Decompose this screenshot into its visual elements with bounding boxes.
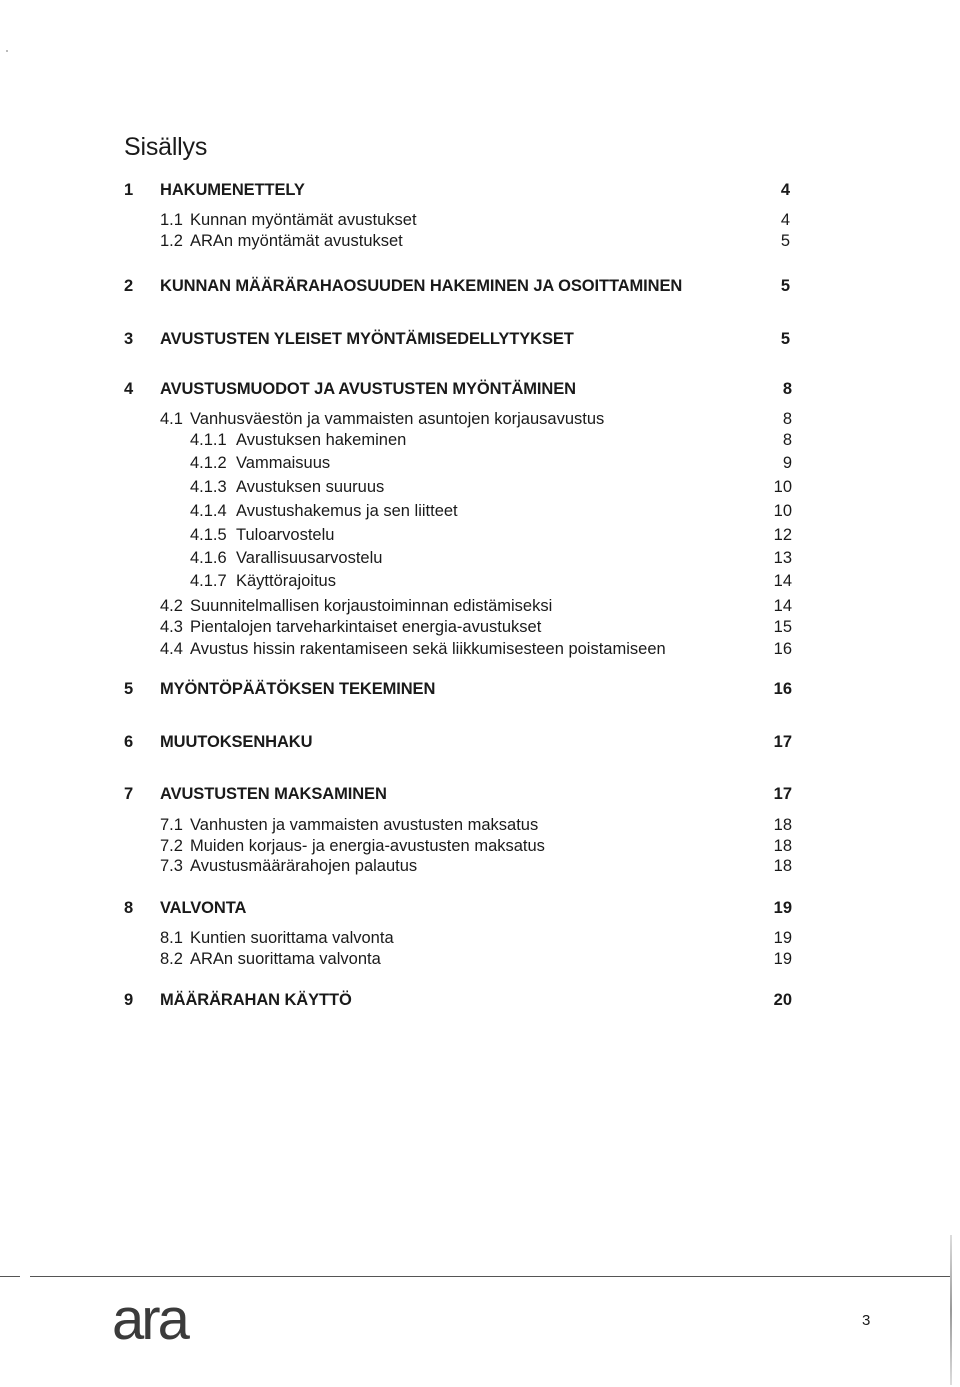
toc-entry-title: AVUSTUSTEN YLEISET MYÖNTÄMISEDELLYTYKSET [160, 330, 574, 348]
toc-entry-page: 19 [773, 950, 792, 968]
toc-entry-page: 5 [780, 232, 790, 250]
toc-entry-number: 4.1.7 [190, 572, 227, 590]
toc-entry-title: MUUTOKSENHAKU [160, 733, 313, 751]
toc-entry-number: 4.3 [160, 618, 183, 636]
toc-entry-page: 5 [780, 277, 790, 295]
toc-entry-page: 15 [773, 618, 792, 636]
toc-entry-title: Suunnitelmallisen korjaustoiminnan edistämiseksi [190, 597, 553, 615]
toc-entry-title: MÄÄRÄRAHAN KÄYTTÖ [160, 991, 352, 1009]
toc-entry-number: 7.3 [160, 857, 183, 875]
footer-divider-gap [20, 1276, 30, 1277]
toc-entry-title: Vammaisuus [236, 454, 331, 472]
toc-entry-title: Avustushakemus ja sen liitteet [236, 502, 458, 520]
toc-entry-number: 4.4 [160, 640, 183, 658]
toc-entry-title: MYÖNTÖPÄÄTÖKSEN TEKEMINEN [160, 680, 436, 698]
toc-entry-number: 4.1.1 [190, 431, 227, 449]
toc-entry-number: 4.1.4 [190, 502, 227, 520]
toc-entry-title: Vanhusväestön ja vammaisten asuntojen korjausavustus [190, 410, 605, 428]
toc-entry-title: Kuntien suorittama valvonta [190, 929, 394, 947]
toc-entry-page: 16 [773, 680, 792, 698]
scan-speck [6, 50, 8, 52]
toc-entry-title: AVUSTUSTEN MAKSAMINEN [160, 785, 387, 803]
toc-entry-page: 4 [780, 211, 790, 229]
toc-entry-title: Avustus hissin rakentamiseen sekä liikkumisesteen poistamiseen [190, 640, 666, 658]
toc-entry-page: 8 [782, 380, 792, 398]
toc-entry-title: Avustuksen hakeminen [236, 431, 407, 449]
toc-entry-page: 18 [773, 837, 792, 855]
toc-entry-page: 10 [773, 502, 792, 520]
toc-entry-number: 3 [124, 330, 134, 348]
toc-entry-title: ARAn myöntämät avustukset [190, 232, 403, 250]
toc-entry-number: 7.1 [160, 816, 183, 834]
toc-entry-number: 4.1.5 [190, 526, 227, 544]
toc-entry-number: 4.1.2 [190, 454, 227, 472]
toc-entry-title: Vanhusten ja vammaisten avustusten maksatus [190, 816, 539, 834]
toc-entry-page: 17 [773, 785, 792, 803]
toc-entry-number: 4 [124, 380, 134, 398]
toc-entry-page: 9 [782, 454, 792, 472]
toc-entry-page: 18 [773, 857, 792, 875]
toc-entry-page: 16 [773, 640, 792, 658]
page-number: 3 [862, 1312, 871, 1329]
toc-entry-number: 1.2 [160, 232, 183, 250]
toc-entry-number: 9 [124, 991, 134, 1009]
toc-entry-number: 1.1 [160, 211, 183, 229]
toc-entry-number: 4.1 [160, 410, 183, 428]
toc-entry-number: 2 [124, 277, 134, 295]
toc-entry-page: 8 [782, 431, 792, 449]
toc-entry-number: 4.2 [160, 597, 183, 615]
footer-divider [0, 1276, 950, 1277]
toc-entry-page: 4 [780, 181, 790, 199]
scan-edge-mark [950, 1235, 952, 1385]
toc-entry-number: 8.2 [160, 950, 183, 968]
toc-entry-title: Tuloarvostelu [236, 526, 335, 544]
toc-entry-title: KUNNAN MÄÄRÄRAHAOSUUDEN HAKEMINEN JA OSOITTAMINEN [160, 277, 683, 295]
toc-entry-page: 5 [780, 330, 790, 348]
toc-entry-number: 4.1.6 [190, 549, 227, 567]
toc-entry-title: Pientalojen tarveharkintaiset energia-avustukset [190, 618, 542, 636]
toc-entry-title: Kunnan myöntämät avustukset [190, 211, 417, 229]
toc-entry-title: ARAn suorittama valvonta [190, 950, 381, 968]
toc-entry-number: 8 [124, 899, 134, 917]
toc-entry-number: 6 [124, 733, 134, 751]
toc-entry-title: Käyttörajoitus [236, 572, 336, 590]
toc-entry-page: 8 [782, 410, 792, 428]
toc-entry-number: 8.1 [160, 929, 183, 947]
toc-entry-title: Avustuksen suuruus [236, 478, 385, 496]
toc-entry-page: 14 [773, 572, 792, 590]
toc-entry-page: 10 [773, 478, 792, 496]
toc-entry-page: 19 [773, 899, 792, 917]
toc-entry-number: 5 [124, 680, 134, 698]
toc-entry-number: 1 [124, 181, 134, 199]
toc-entry-number: 7.2 [160, 837, 183, 855]
toc-entry-title: Avustusmäärärahojen palautus [190, 857, 418, 875]
toc-entry-page: 12 [773, 526, 792, 544]
toc-entry-title: Varallisuusarvostelu [236, 549, 383, 567]
ara-logo: ara [112, 1287, 187, 1352]
toc-entry-title: AVUSTUSMUODOT JA AVUSTUSTEN MYÖNTÄMINEN [160, 380, 576, 398]
toc-entry-page: 20 [773, 991, 792, 1009]
toc-entry-number: 4.1.3 [190, 478, 227, 496]
toc-entry-number: 7 [124, 785, 134, 803]
toc-entry-page: 13 [773, 549, 792, 567]
toc-entry-page: 14 [773, 597, 792, 615]
toc-entry-title: HAKUMENETTELY [160, 181, 305, 199]
toc-entry-title: Muiden korjaus- ja energia-avustusten maksatus [190, 837, 545, 855]
toc-entry-page: 18 [773, 816, 792, 834]
toc-entry-title: VALVONTA [160, 899, 247, 917]
toc-entry-page: 19 [773, 929, 792, 947]
toc-entry-page: 17 [773, 733, 792, 751]
page-title: Sisällys [124, 132, 208, 161]
